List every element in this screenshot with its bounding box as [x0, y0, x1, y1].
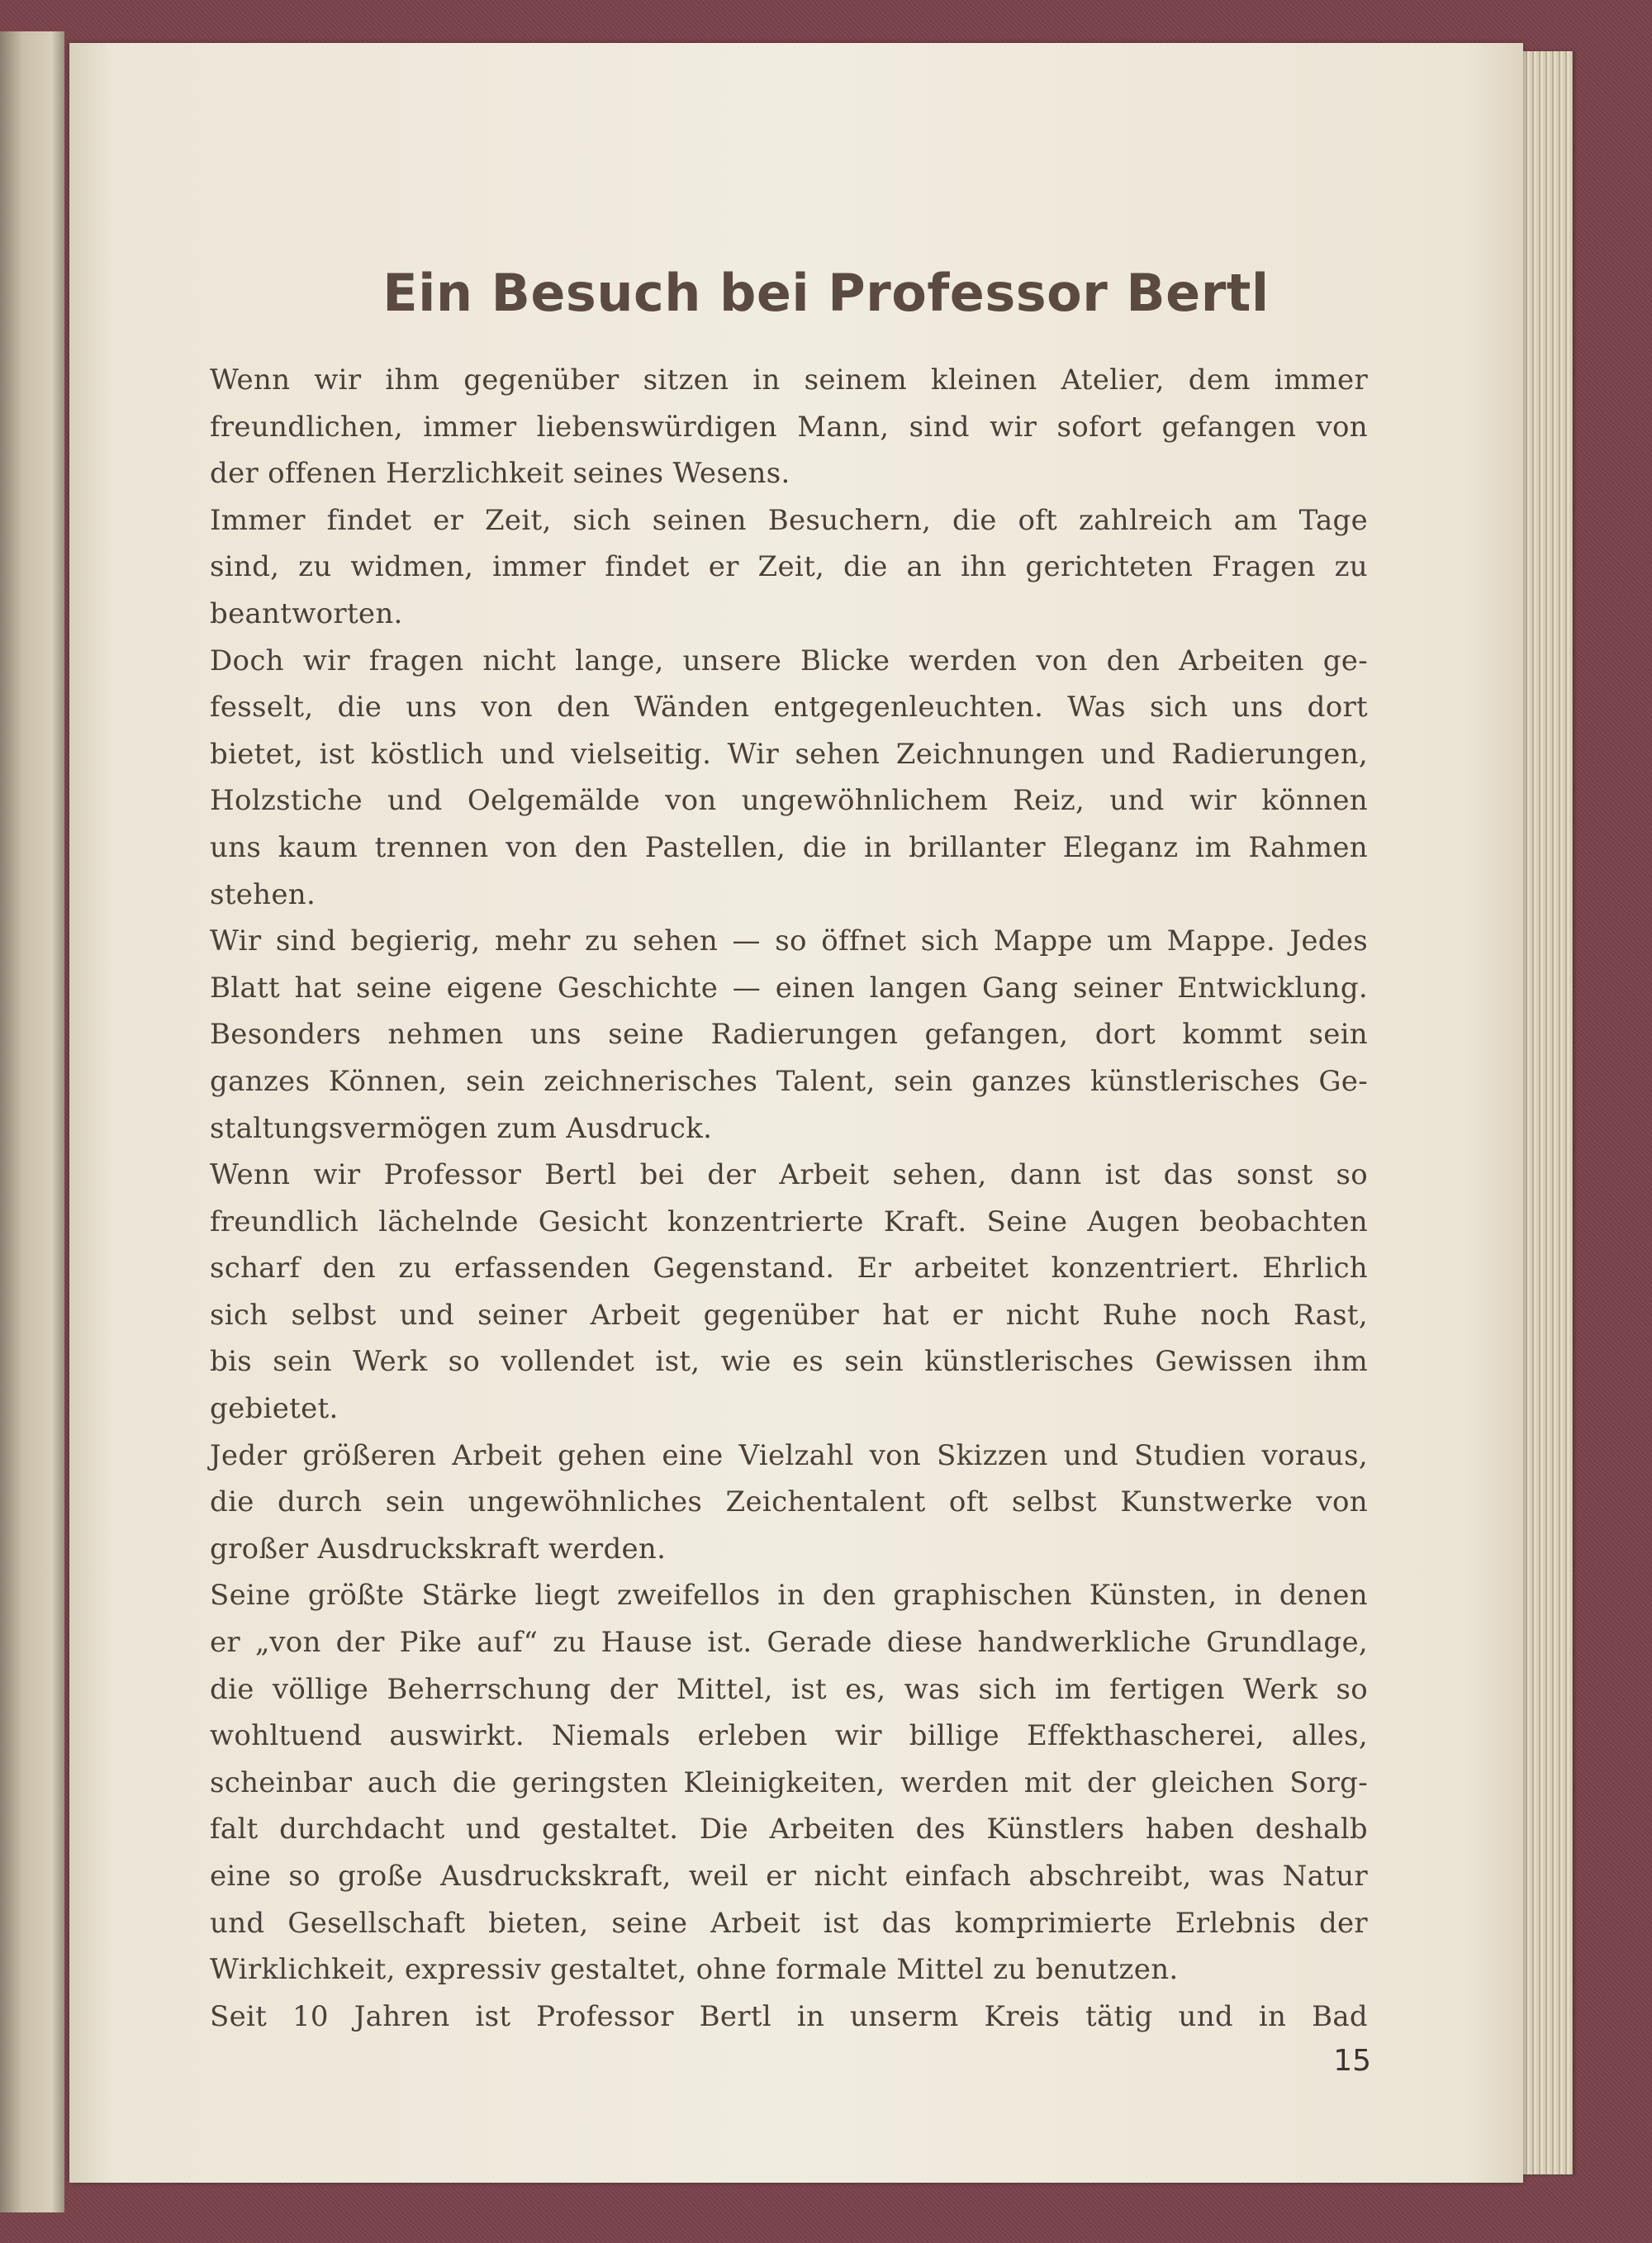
text-line: ganzes Können, sein zeichnerisches Talent, sein ganzes künstlerisches Ge-	[210, 1064, 1368, 1098]
page-stack-edge	[1523, 51, 1573, 2174]
text-line: Seine größte Stärke liegt zweifellos in den graphischen Künsten, in denen	[210, 1579, 1368, 1613]
text-line: scharf den zu erfassenden Gegenstand. Er arbeitet konzentriert. Ehrlich	[210, 1252, 1368, 1285]
text-line: Wenn wir ihm gegenüber sitzen in seinem kleinen Atelier, dem immer	[210, 364, 1368, 397]
text-line: scheinbar auch die geringsten Kleinigkeiten, werden mit der gleichen Sorg-	[210, 1765, 1368, 1799]
text-line: und Gesellschaft bieten, seine Arbeit ist das komprimierte Erlebnis der	[210, 1906, 1368, 1940]
text-line: Wir sind begierig, mehr zu sehen — so öffnet sich Mappe um Mappe. Jedes	[210, 924, 1368, 958]
text-line: Jeder größeren Arbeit gehen eine Vielzahl von Skizzen und Studien voraus,	[210, 1438, 1368, 1472]
text-line: die durch sein ungewöhnliches Zeichentalent oft selbst Kunstwerke von	[210, 1485, 1368, 1519]
text-line: er „von der Pike auf“ zu Hause ist. Gerade diese handwerkliche Grundlage,	[210, 1626, 1368, 1660]
text-line: Holzstiche und Oelgemälde von ungewöhnlichem Reiz, und wir können	[210, 784, 1368, 818]
text-line: staltungsvermögen zum Ausdruck.	[210, 1111, 713, 1145]
text-line: der offenen Herzlichkeit seines Wesens.	[210, 457, 790, 491]
text-line: großer Ausdruckskraft werden.	[210, 1532, 667, 1566]
text-line: uns kaum trennen von den Pastellen, die in brillanter Eleganz im Rahmen	[210, 830, 1368, 864]
text-line: freundlichen, immer liebenswürdigen Mann, sind wir sofort gefangen von	[210, 410, 1368, 444]
text-line: fesselt, die uns von den Wänden entgegenleuchten. Was sich uns dort	[210, 691, 1368, 725]
left-page-edge	[0, 31, 64, 2212]
text-line: freundlich lächelnde Gesicht konzentrierte Kraft. Seine Augen beobachten	[210, 1205, 1368, 1238]
article-body	[210, 357, 1368, 2040]
text-line: Doch wir fragen nicht lange, unsere Blicke werden von den Arbeiten ge-	[210, 644, 1368, 677]
text-line: Blatt hat seine eigene Geschichte — einen langen Gang seiner Entwicklung.	[210, 971, 1368, 1005]
text-line: gebietet.	[210, 1392, 339, 1426]
text-line: bis sein Werk so vollendet ist, wie es sein künstlerisches Gewissen ihm	[210, 1345, 1368, 1379]
text-line: sind, zu widmen, immer findet er Zeit, die an ihn gerichteten Fragen zu	[210, 550, 1368, 584]
text-line: sich selbst und seiner Arbeit gegenüber hat er nicht Ruhe noch Rast,	[210, 1298, 1368, 1332]
text-line: stehen.	[210, 877, 316, 911]
text-line: Wenn wir Professor Bertl bei der Arbeit sehen, dann ist das sonst so	[210, 1158, 1368, 1192]
text-line: falt durchdacht und gestaltet. Die Arbeiten des Künstlers haben deshalb	[210, 1813, 1368, 1846]
text-line: beantworten.	[210, 596, 403, 630]
page-number: 15	[1333, 2044, 1371, 2078]
text-line: Besonders nehmen uns seine Radierungen gefangen, dort kommt sein	[210, 1018, 1368, 1052]
text-line: eine so große Ausdruckskraft, weil er nicht einfach abschreibt, was Natur	[210, 1860, 1368, 1893]
text-line: die völlige Beherrschung der Mittel, ist es, was sich im fertigen Werk so	[210, 1672, 1368, 1706]
text-line: wohltuend auswirkt. Niemals erleben wir billige Effekthascherei, alles,	[210, 1719, 1368, 1753]
text-line: Immer findet er Zeit, sich seinen Besuchern, die oft zahlreich am Tage	[210, 503, 1368, 537]
text-line: bietet, ist köstlich und vielseitig. Wir sehen Zeichnungen und Radierungen,	[210, 737, 1368, 771]
article-title: Ein Besuch bei Professor Bertl	[382, 263, 1270, 323]
text-line: Wirklichkeit, expressiv gestaltet, ohne formale Mittel zu benutzen.	[210, 1953, 1179, 1987]
text-line: Seit 10 Jahren ist Professor Bertl in unserm Kreis tätig und in Bad	[210, 1999, 1368, 2033]
